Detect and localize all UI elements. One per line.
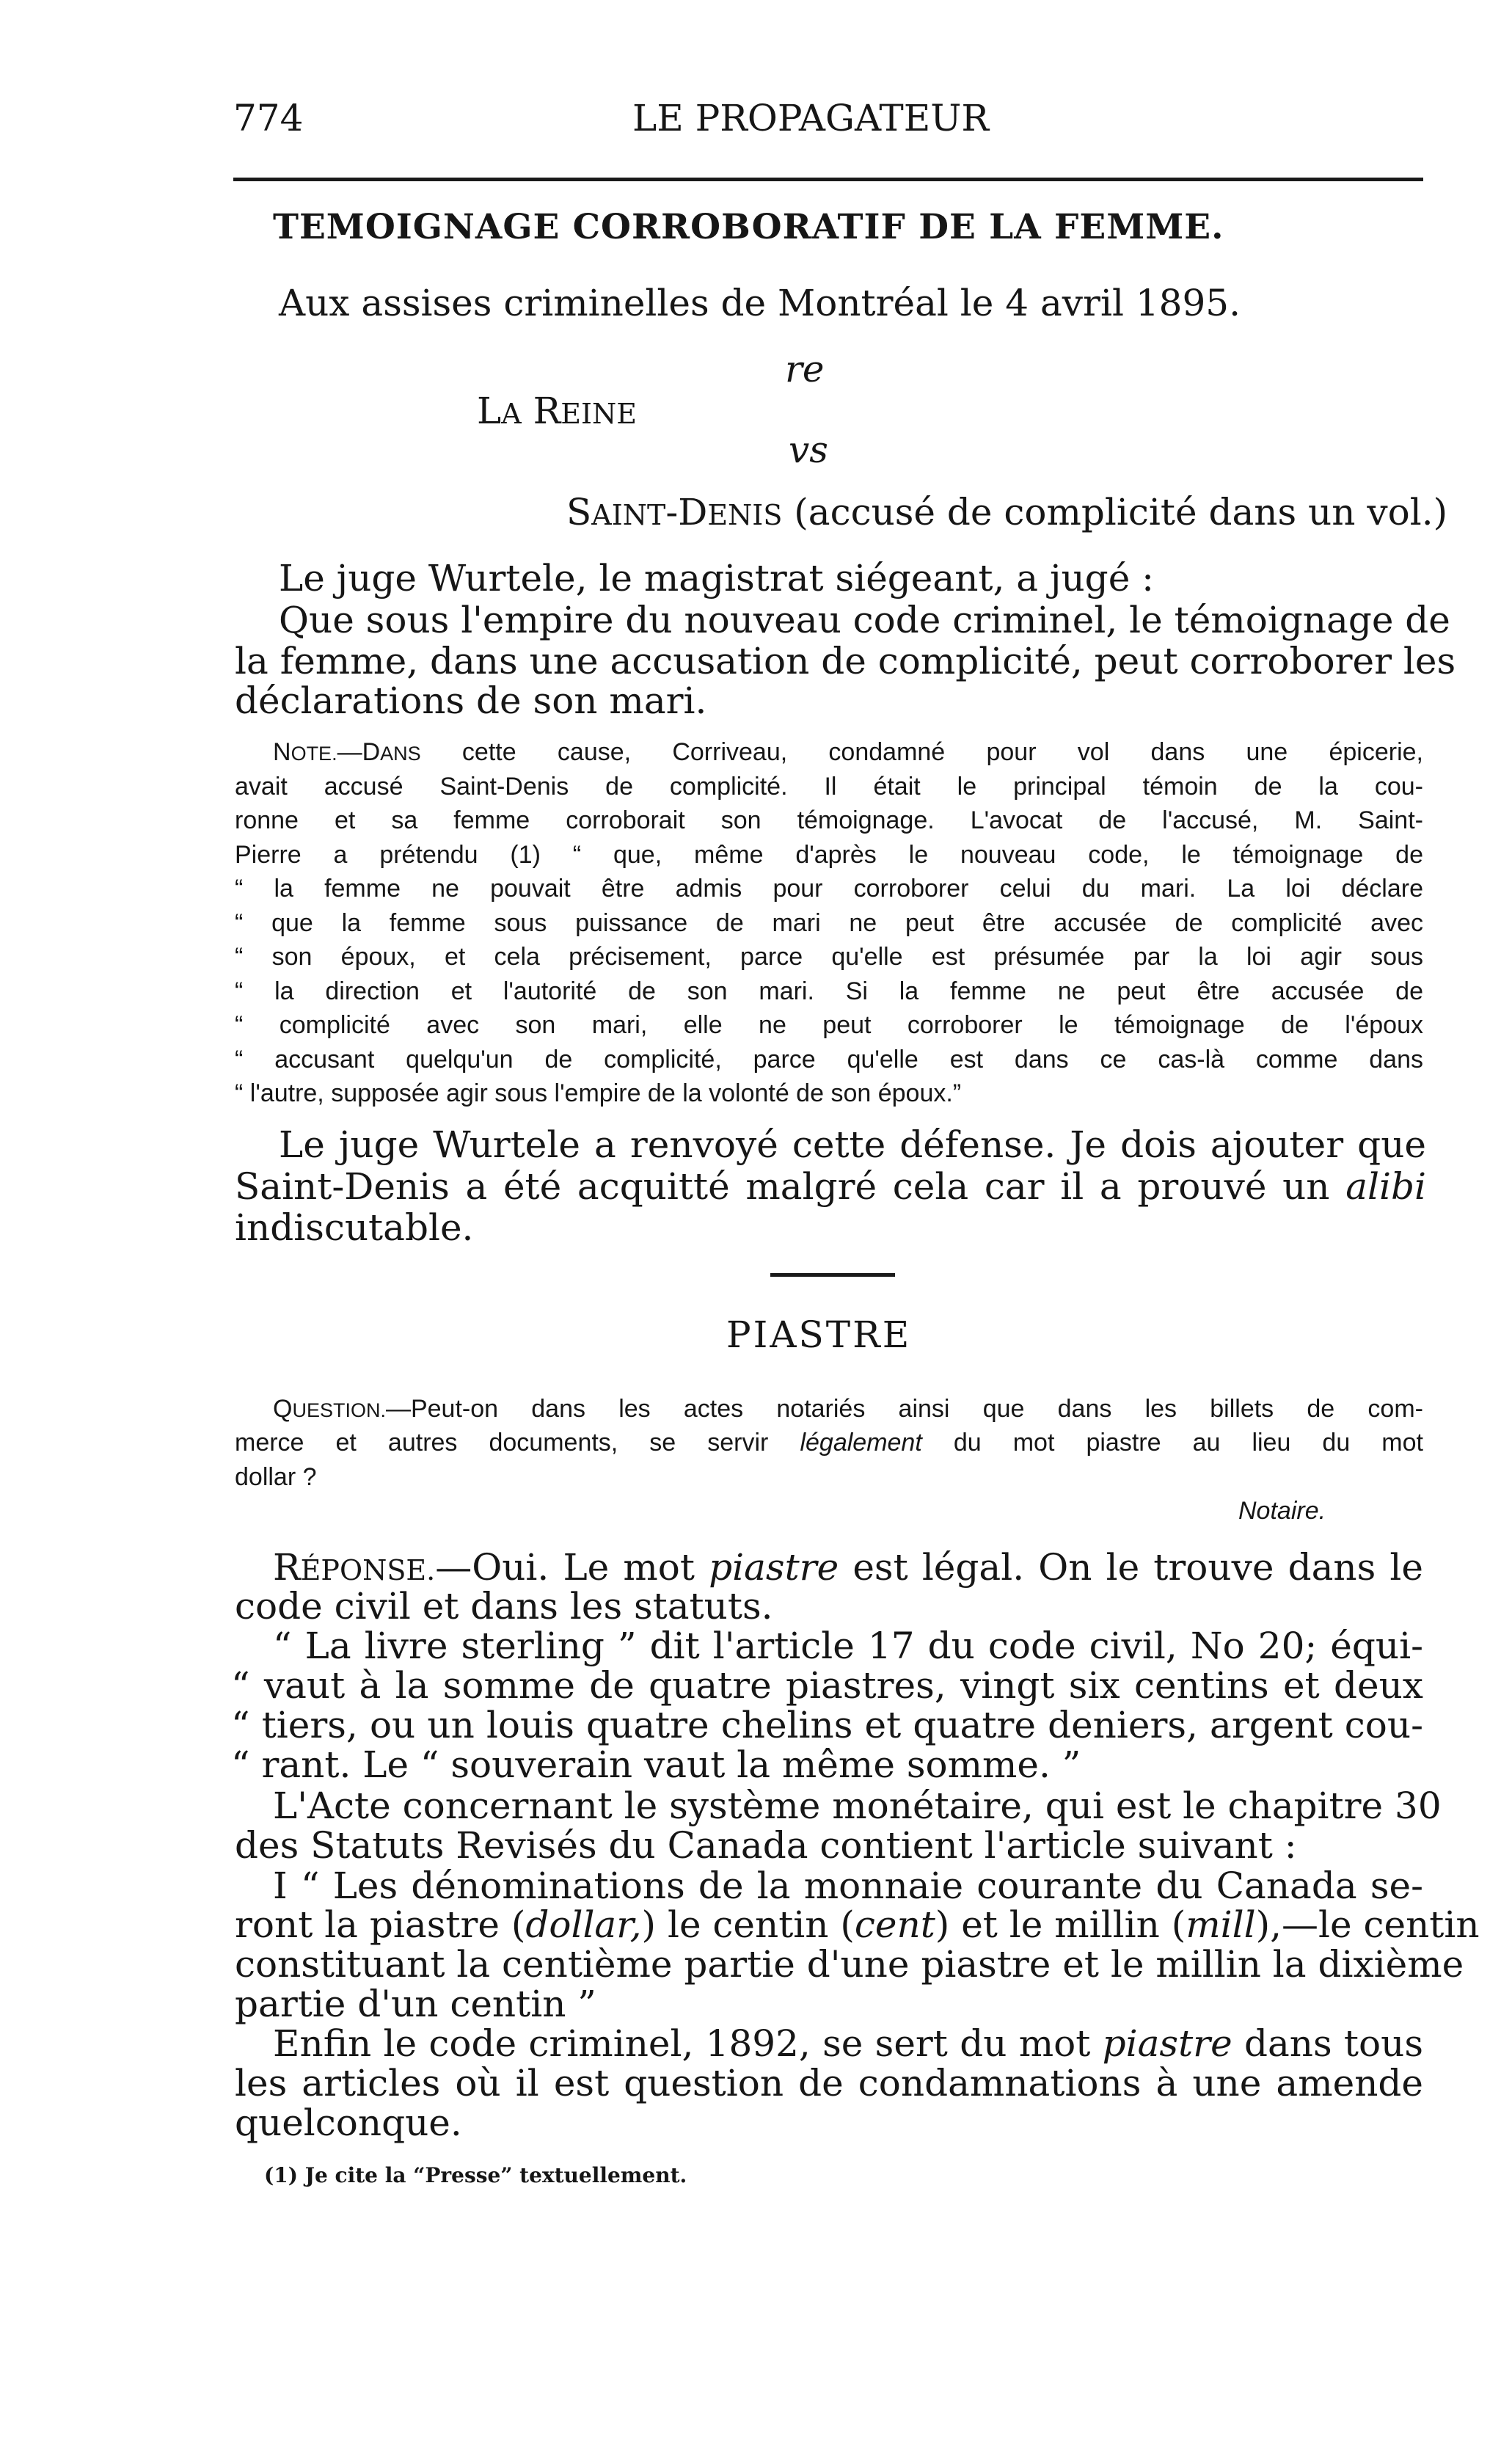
alibi-italic: alibi: [1345, 1165, 1426, 1208]
header-rule: [233, 178, 1423, 181]
article-title: TEMOIGNAGE CORROBORATIF DE LA FEMME.: [273, 207, 1224, 247]
running-title: LE PROPAGATEUR: [632, 97, 989, 139]
note-line: “ la direction et l'autorité de son mari. Si la femme ne peut être accusée de: [235, 977, 1423, 1005]
conclusion-line-2-text: Saint-Denis a été acquitté malgré cela car il a prouvé un: [235, 1165, 1346, 1208]
article-text-2a: ront la piastre (: [235, 1903, 526, 1946]
note-dans-ans: ANS: [380, 743, 421, 765]
signature-italic: Notaire.: [1238, 1497, 1326, 1525]
section-title-piastre: PIASTRE: [726, 1313, 912, 1356]
question-line-2-post: du mot piastre au lieu du mot: [921, 1429, 1423, 1457]
defendant-s: S: [566, 491, 592, 533]
conclusion-line-1: Le juge Wurtele a renvoyé cette défense. Je dois ajouter que: [279, 1123, 1426, 1166]
re-italic: re: [785, 348, 825, 390]
note-line: “ son époux, et cela précisement, parce qu'elle est présumée par la loi agir sous: [235, 943, 1423, 971]
holding-line-2: la femme, dans une accusation de complicité, peut corroborer les: [235, 640, 1456, 682]
note-line: “ que la femme sous puissance de mari ne peut être accusée de complicité avec: [235, 909, 1423, 937]
mill-italic: mill: [1186, 1903, 1256, 1946]
defendant-tail: (accusé de complicité dans un vol.): [782, 491, 1448, 533]
venue-line: Aux assises criminelles de Montréal le 4 avril 1895.: [279, 282, 1241, 324]
case-re: [785, 345, 825, 393]
quote-civil-line: “ tiers, ou un louis quatre chelins et quatre deniers, argent cou-: [231, 1704, 1423, 1746]
dollar-italic: dollar,: [525, 1903, 642, 1946]
answer-line-1-post: est légal. On le trouve dans le: [839, 1546, 1423, 1589]
conclusion-line-3: indiscutable.: [235, 1206, 474, 1249]
note-line: “ accusant quelqu'un de complicité, parce qu'elle est dans ce cas-là comme dans: [235, 1046, 1423, 1074]
note-dash: —: [337, 738, 362, 766]
quote-civil-line: “ La livre sterling ” dit l'article 17 du code civil, No 20; équi-: [273, 1625, 1423, 1667]
defendant-d: -D: [665, 491, 708, 533]
piastre-italic: piastre: [709, 1546, 839, 1589]
article-text-2b: ) le centin (: [641, 1903, 855, 1946]
defendant-enis: ENIS: [707, 499, 783, 531]
closing-piastre-italic: piastre: [1102, 2022, 1232, 2065]
question-line-2: [235, 1426, 1423, 1460]
quote-civil-line: “ vaut à la somme de quatre piastres, vingt six centins et deux: [231, 1664, 1423, 1707]
article-text-line-3: constituant la centième partie d'une piastre et le millin la dixième: [235, 1943, 1464, 1986]
question-label-q: Q: [273, 1395, 293, 1423]
question-line-1: [273, 1392, 1423, 1428]
answer-label-rest: ÉPONSE.: [300, 1554, 436, 1586]
section-divider: [770, 1273, 895, 1277]
acte-intro-line: L'Acte concernant le système monétaire, qui est le chapitre 30: [273, 1785, 1442, 1827]
cent-italic: cent: [854, 1903, 935, 1946]
note-line: ronne et sa femme corroborait son témoignage. L'avocat de l'accusé, M. Saint-: [235, 806, 1423, 834]
note-line: “ la femme ne pouvait être admis pour corroborer celui du mari. La loi déclare: [235, 875, 1423, 903]
plaintiff-first-sc: A: [501, 398, 522, 430]
question-line-1-text: —Peut-on dans les actes notariés ainsi que dans les billets de com-: [385, 1395, 1423, 1423]
holding-judge: Le juge Wurtele, le magistrat siégeant, a jugé :: [279, 557, 1155, 599]
question-label-rest: UESTION.: [292, 1399, 386, 1421]
closing-line-1-pre: Enfin le code criminel, 1892, se sert du mot: [273, 2022, 1103, 2065]
page-number: 774: [233, 97, 304, 139]
note-first-line: [273, 735, 1423, 771]
note-dans-d: D: [362, 738, 381, 766]
defendant-aint: AINT: [591, 499, 666, 531]
article-text-line-4: partie d'un centin ”: [235, 1983, 596, 2025]
legalement-italic: légalement: [800, 1429, 922, 1457]
answer-label-r: R: [273, 1546, 301, 1589]
footnote: (1) Je cite la “Presse” textuellement.: [264, 2163, 687, 2187]
case-vs: [789, 426, 828, 474]
vs-italic: vs: [789, 429, 828, 471]
note-line: “ l'autre, supposée agir sous l'empire de la volonté de son époux.”: [235, 1079, 962, 1107]
closing-line-1-post: dans tous: [1232, 2022, 1423, 2065]
question-line-2-pre: merce et autres documents, se servir: [235, 1429, 800, 1457]
holding-line-1: Que sous l'empire du nouveau code criminel, le témoignage de: [279, 599, 1450, 641]
plaintiff-second-sc: EINE: [560, 398, 637, 430]
answer-line-1-pre: —Oui. Le mot: [435, 1546, 709, 1589]
quote-civil-line: “ rant. Le “ souverain vaut la même somme. ”: [231, 1743, 1081, 1786]
acte-intro-line: des Statuts Revisés du Canada contient l'article suivant :: [235, 1824, 1297, 1867]
note-line: “ complicité avec son mari, elle ne peut corroborer le témoignage de l'époux: [235, 1011, 1423, 1039]
note-line: avait accusé Saint-Denis de complicité. Il était le principal témoin de la cou-: [235, 773, 1423, 801]
case-plaintiff: [477, 387, 637, 438]
article-text-line-1: I “ Les dénominations de la monnaie courante du Canada se-: [273, 1865, 1423, 1907]
article-text-2c: ) et le millin (: [935, 1903, 1186, 1946]
question-line-3: dollar ?: [235, 1463, 317, 1491]
note-first-rest: cette cause, Corriveau, condamné pour vol dans une épicerie,: [420, 738, 1423, 766]
article-text-2d: ),—le centin: [1255, 1903, 1480, 1946]
closing-line-3: quelconque.: [235, 2102, 462, 2144]
question-signature: [1238, 1494, 1326, 1528]
closing-line-2: les articles où il est question de condamnations à une amende: [235, 2062, 1423, 2104]
note-line: Pierre a prétendu (1) “ que, même d'après le nouveau code, le témoignage de: [235, 841, 1423, 869]
plaintiff-second-cap: R: [533, 390, 561, 432]
note-label-n: N: [273, 738, 291, 766]
case-defendant: [566, 488, 1447, 539]
holding-line-3: déclarations de son mari.: [235, 679, 707, 722]
plaintiff-first-cap: L: [477, 390, 502, 432]
note-label-ote: OTE.: [291, 743, 337, 765]
answer-line-2: code civil et dans les statuts.: [235, 1585, 773, 1628]
